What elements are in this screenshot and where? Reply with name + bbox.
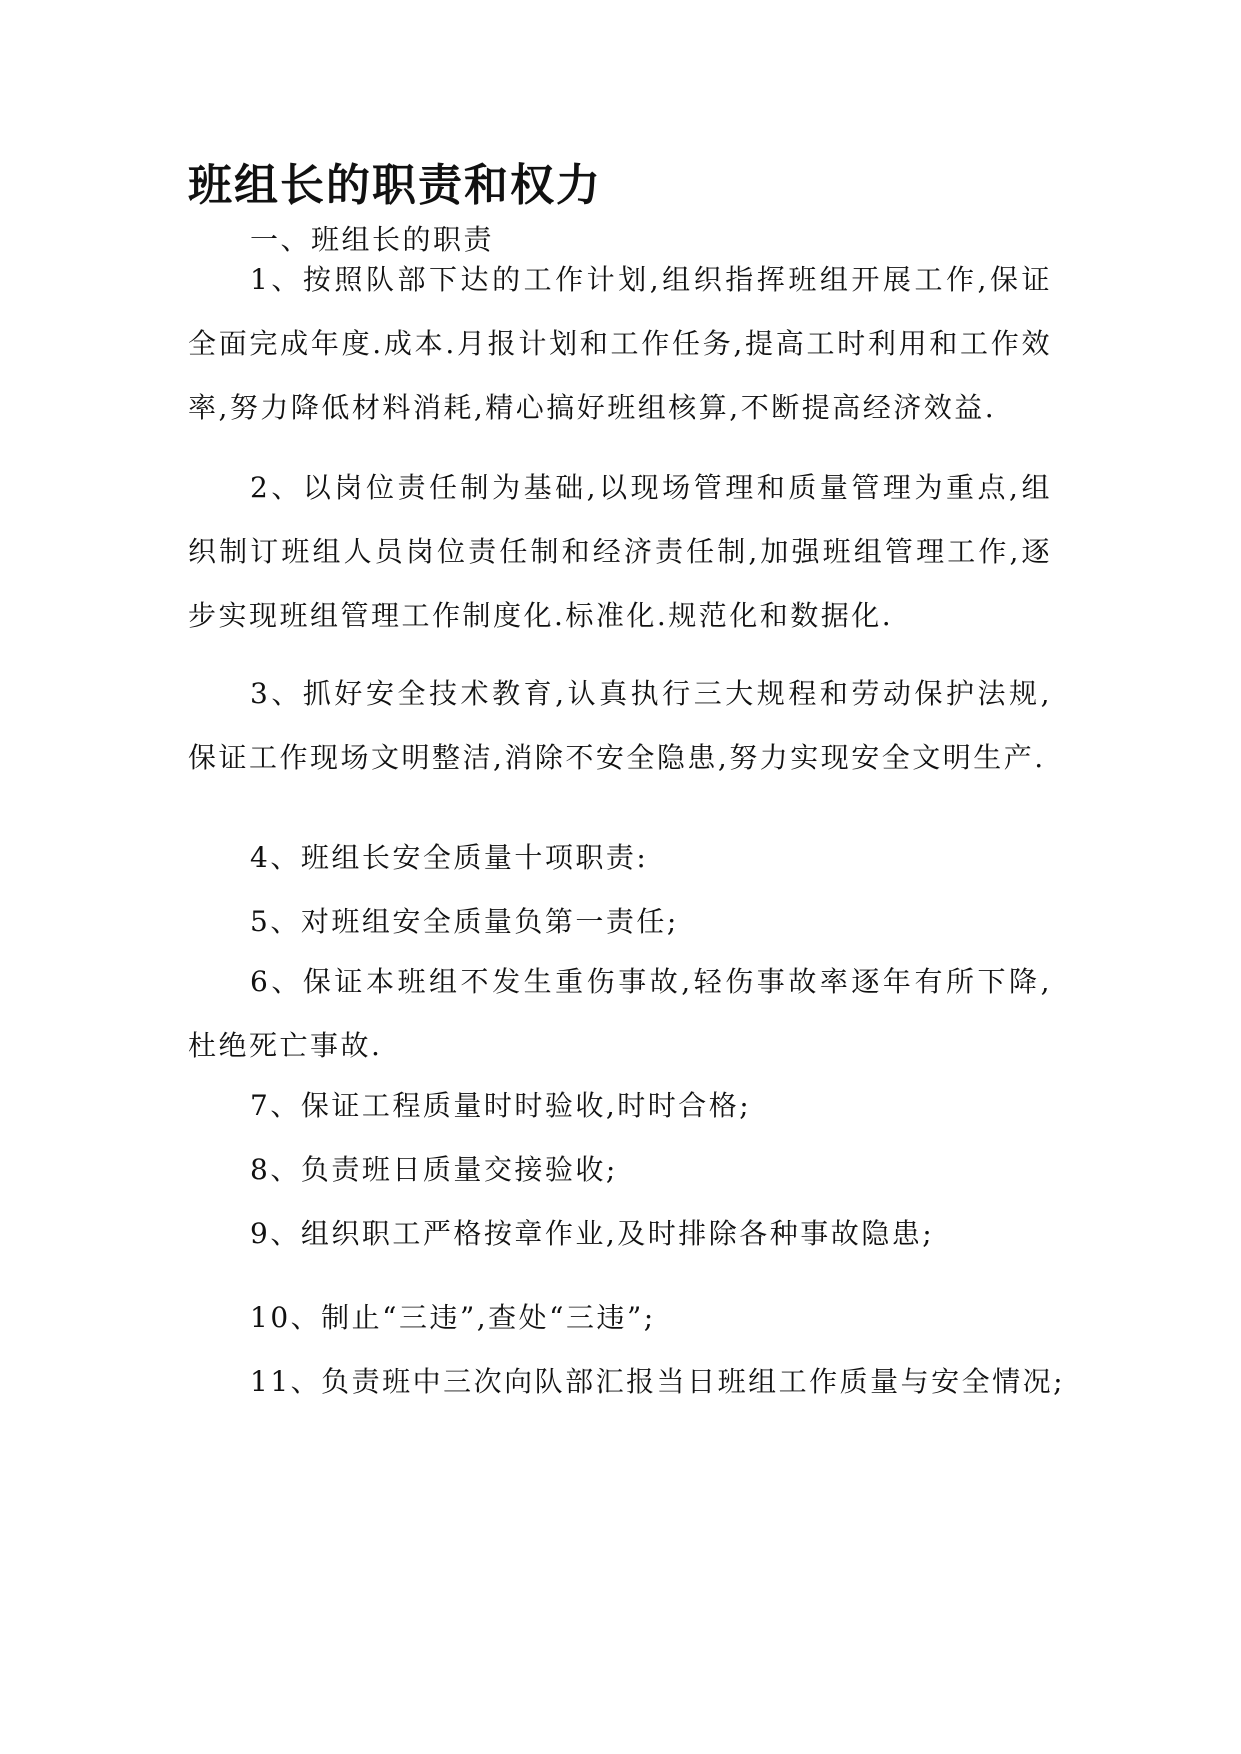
paragraph-11: 11、负责班中三次向队部汇报当日班组工作质量与安全情况; (250, 1365, 1066, 1398)
paragraph-7: 7、保证工程质量时时验收,时时合格; (250, 1089, 752, 1122)
paragraph-10: 10、制止“三违”,查处“三违”; (250, 1301, 656, 1334)
paragraph-1: 1、按照队部下达的工作计划,组织指挥班组开展工作,保证全面完成年度.成本.月报计划和工作任务,提高工时利用和工作效率,努力降低材料消耗,精心搞好班组核算,不断提高经济效益. (188, 263, 1052, 424)
paragraph-9: 9、组织职工严格按章作业,及时排除各种事故隐患; (250, 1217, 935, 1250)
paragraph-6: 6、保证本班组不发生重伤事故,轻伤事故率逐年有所下降,杜绝死亡事故. (188, 965, 1052, 1062)
document-title: 班组长的职责和权力 (188, 160, 602, 211)
paragraph-5: 5、对班组安全质量负第一责任; (250, 905, 679, 938)
paragraph-4: 4、班组长安全质量十项职责: (250, 841, 649, 874)
paragraph-3: 3、抓好安全技术教育,认真执行三大规程和劳动保护法规,保证工作现场文明整洁,消除不安全隐患,努力实现安全文明生产. (188, 677, 1052, 774)
paragraph-2: 2、以岗位责任制为基础,以现场管理和质量管理为重点,组织制订班组人员岗位责任制和经济责任制,加强班组管理工作,逐步实现班组管理工作制度化.标准化.规范化和数据化. (188, 471, 1052, 632)
paragraph-8: 8、负责班日质量交接验收; (250, 1153, 618, 1186)
section-heading: 一、班组长的职责 (250, 223, 495, 256)
